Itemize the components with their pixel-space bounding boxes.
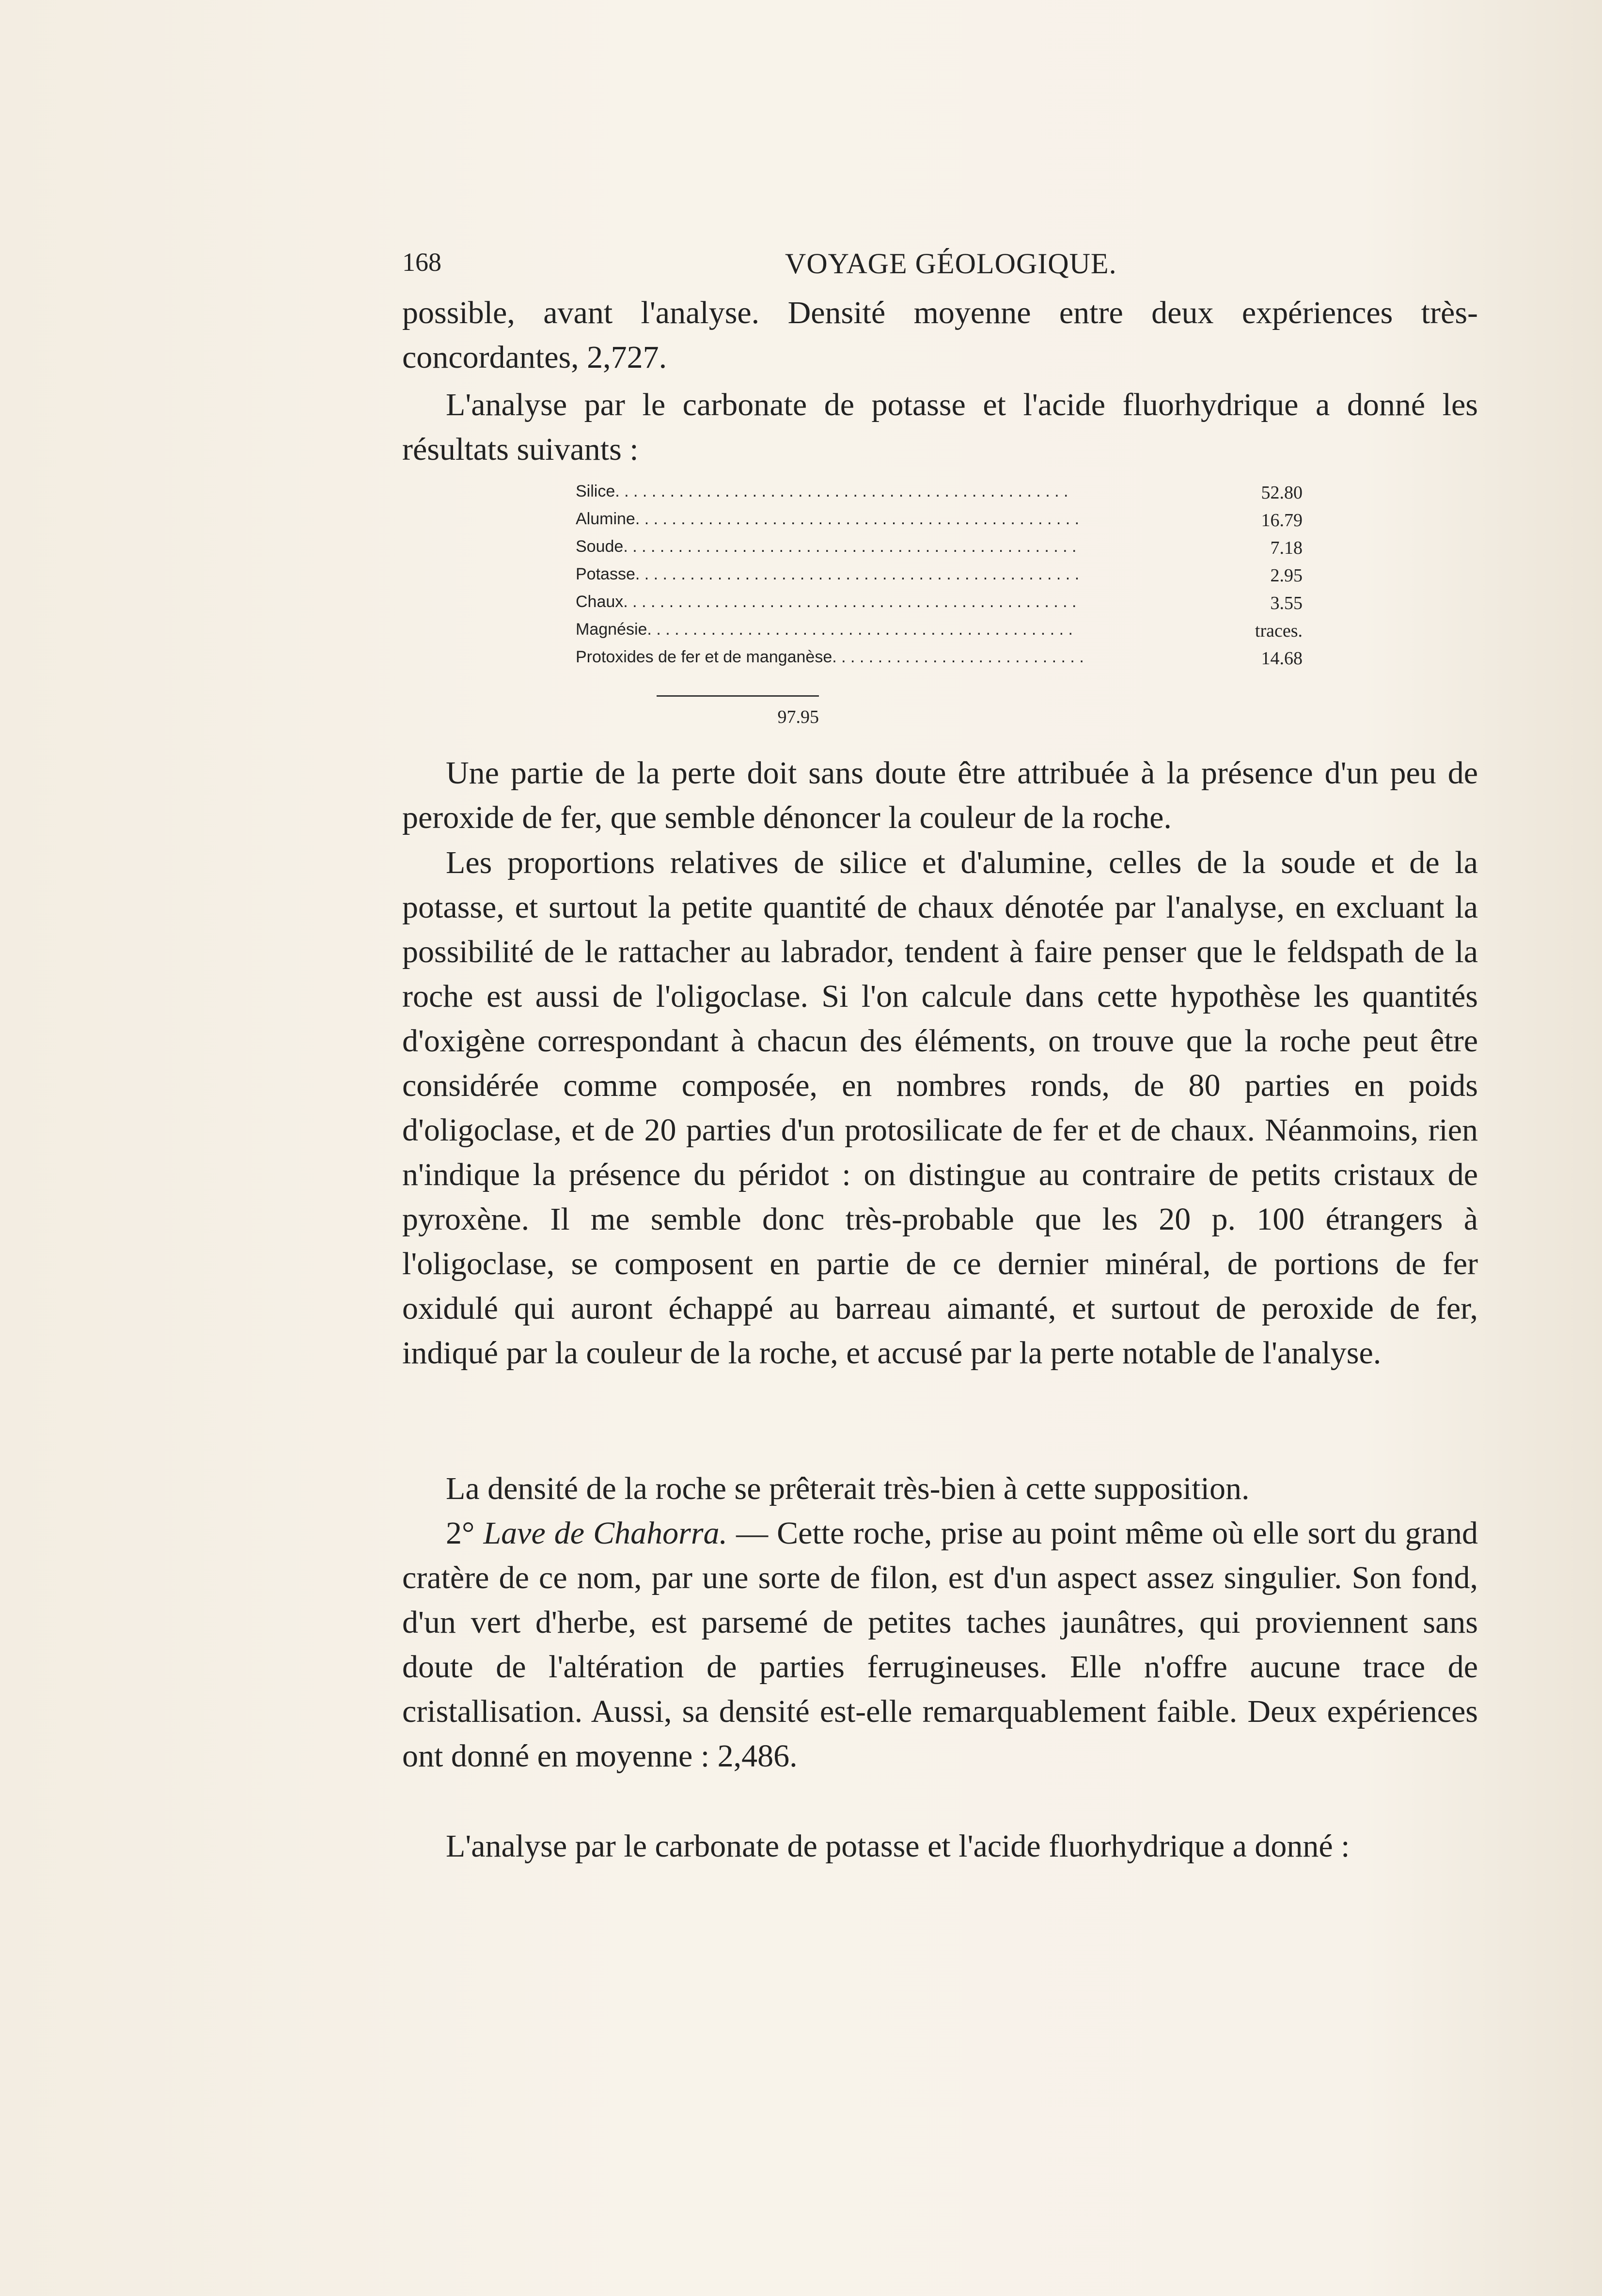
table-row [576, 620, 1303, 648]
paragraph-3: Une partie de la perte doit sans doute être attribuée à la présence d'un peu de peroxide de fer, que semble dénoncer la couleur de la roche. [402, 755, 1478, 835]
running-head: VOYAGE GÉOLOGIQUE. [785, 248, 1117, 280]
table-row [576, 565, 1303, 593]
paragraph-4: Les proportions relatives de silice et d'alumine, celles de la soude et de la potasse, et surtout la petite quantité de chaux dénotée par l'analyse, en excluant la possibilité de le rattacher au labrador, tendent à faire penser que le feldspath de la roche est aussi de l'oligoclase. Si l'on calcule dans cette hypothèse les quantités d'oxigène correspondant à chacun des éléments, on trouve que la roche peut être considérée comme composée, en nombres ronds, de 80 parties en poids d'oligoclase, et de 20 parties d'un protosilicate de fer et de chaux. Néanmoins, rien n'indique la présence du péridot : on distingue au contraire de petits cristaux de pyroxène. Il me semble donc très-probable que les 20 p. 100 étrangers à l'oligoclase, se composent en partie de ce dernier minéral, de portions de fer oxidulé qui auront échappé au barreau aimanté, et surtout de peroxide de fer, indiqué par la couleur de la roche, et accusé par la perte notable de l'analyse. [402, 845, 1478, 1371]
section-number: 2° [446, 1515, 484, 1551]
table-row [576, 593, 1303, 620]
section-title: Lave de Chahorra. [483, 1515, 728, 1551]
row-label: Chaux. . . . . . . . . . . . . . . . . . . . . . . . . . . . . . . . . . . . . . . . . . . . . . . . . . [576, 593, 1077, 611]
row-value: 16.79 [1261, 510, 1303, 531]
row-value: 7.18 [1270, 538, 1303, 558]
table-row [576, 510, 1303, 537]
row-label: Alumine. . . . . . . . . . . . . . . . . . . . . . . . . . . . . . . . . . . . . . . . . . . . . . . . . [576, 510, 1080, 528]
table-row [576, 482, 1303, 510]
sum-rule [657, 695, 819, 697]
paragraph-6 [402, 1511, 1478, 1779]
paragraph-2: L'analyse par le carbonate de potasse et l'acide fluorhydrique a donné les résultats suivants : [402, 387, 1478, 467]
row-label: Potasse. . . . . . . . . . . . . . . . . . . . . . . . . . . . . . . . . . . . . . . . . . . . . . . . . [576, 565, 1080, 583]
row-label: Protoxides de fer et de manganèse. . . . . . . . . . . . . . . . . . . . . . . . . . . . [576, 648, 1084, 666]
row-value: 14.68 [1261, 648, 1303, 669]
paragraph-5: La densité de la roche se prêterait très-bien à cette supposition. [446, 1471, 1250, 1506]
row-value: 3.55 [1270, 593, 1303, 613]
analysis-table [576, 482, 1303, 675]
page-header [402, 247, 1492, 291]
row-value: 52.80 [1261, 483, 1303, 503]
table-row [576, 648, 1303, 675]
row-label: Magnésie. . . . . . . . . . . . . . . . . . . . . . . . . . . . . . . . . . . . . . . . . . . . . . . [576, 620, 1073, 639]
table-total: 97.95 [777, 707, 819, 727]
page-number: 168 [402, 248, 441, 277]
paragraph-1: possible, avant l'analyse. Densité moyenne entre deux expériences très-concordantes, 2,727. [402, 295, 1478, 375]
paragraph-7: L'analyse par le carbonate de potasse et l'acide fluorhydrique a donné : [446, 1828, 1350, 1864]
section-body: — Cette roche, prise au point même où elle sort du grand cratère de ce nom, par une sorte de filon, est d'un aspect assez singulier. Son fond, d'un vert d'herbe, est parsemé de petites taches jaunâtres, qui proviennent sans doute de l'altération de parties ferrugineuses. Elle n'offre aucune trace de cristallisation. Aussi, sa densité est-elle remarquablement faible. Deux expériences ont donné en moyenne : 2,486. [402, 1515, 1478, 1774]
row-value: traces. [1255, 621, 1303, 641]
row-value: 2.95 [1270, 565, 1303, 586]
row-label: Soude. . . . . . . . . . . . . . . . . . . . . . . . . . . . . . . . . . . . . . . . . . . . . . . . . . [576, 537, 1077, 556]
row-label: Silice. . . . . . . . . . . . . . . . . . . . . . . . . . . . . . . . . . . . . . . . . . . . . . . . . . [576, 482, 1068, 500]
table-row [576, 537, 1303, 565]
